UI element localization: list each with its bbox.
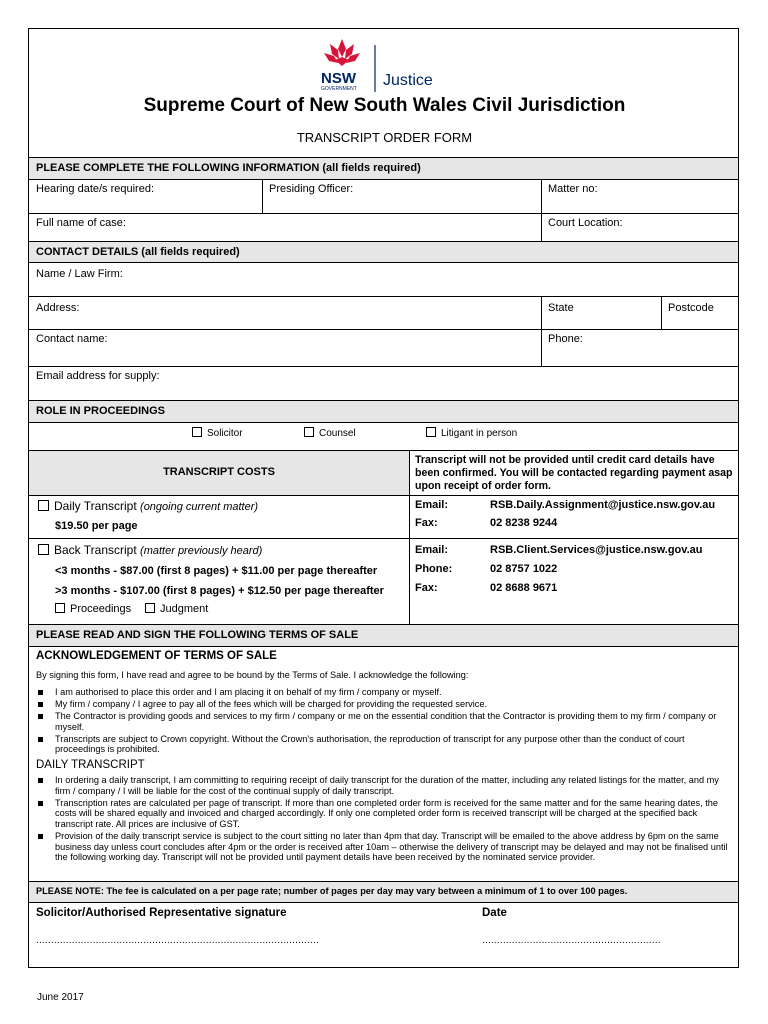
signature-line[interactable]: ............................................................................................... [36,935,319,946]
back-price-over-3-months: >3 months - $107.00 (first 8 pages) + $12.50 per page thereafter [55,585,384,597]
state-field[interactable]: State [548,302,574,314]
terms-header: PLEASE READ AND SIGN THE FOLLOWING TERMS OF SALE [36,629,359,641]
credit-card-notice: Transcript will not be provided until credit card details have been confirmed. You will be contacted regarding payment asap upon receipt of order form. [415,454,733,492]
proceedings-option[interactable]: Proceedings [55,603,131,615]
date-line[interactable]: ............................................................ [482,935,661,946]
litigant-label: Litigant in person [441,428,518,439]
back-email-link[interactable]: RSB.Client.Services@justice.nsw.gov.au [490,544,703,556]
back-transcript-checkbox[interactable] [38,544,49,555]
litigant-checkbox[interactable] [426,427,436,437]
terms-item: The Contractor is providing goods and services to my firm / company or me on the essential condition that the Contractor is providing them to my firm / company or myself. [36,711,731,732]
back-fax-value: 02 8688 9671 [490,582,558,594]
back-phone-value: 02 8757 1022 [490,563,558,575]
daily-transcript-checkbox[interactable] [38,500,49,511]
solicitor-checkbox[interactable] [192,427,202,437]
back-fax-label: Fax: [415,582,438,594]
matter-no-field[interactable]: Matter no: [548,183,598,195]
daily-fax-value: 02 8238 9244 [490,517,558,529]
court-location-field[interactable]: Court Location: [548,217,623,229]
name-firm-field[interactable]: Name / Law Firm: [36,268,123,280]
terms-item: I am authorised to place this order and I am placing it on behalf of my firm / company or myself. [36,687,731,698]
postcode-field[interactable]: Postcode [668,302,714,314]
judgment-checkbox[interactable] [145,603,155,613]
counsel-checkbox[interactable] [304,427,314,437]
section-contact-header: CONTACT DETAILS (all fields required) [36,246,240,258]
logo-nsw-text: NSW [321,70,356,87]
daily-terms-list [36,775,731,864]
daily-terms-item: Provision of the daily transcript service is subject to the court sitting no later than 4pm that day. Transcript will be emailed to the above address by 6pm on the same business day unless court concludes after 4pm or the order is received after 10am – otherwise the delivery of transcript may be delayed and may not be finalised until the following working day. Transcript will not be provided until payment details have been received by the nominated service provider. [36,831,731,863]
solicitor-label: Solicitor [207,428,243,439]
daily-terms-item: In ordering a daily transcript, I am committing to requiring receipt of daily transcript for the duration of the matter, including any related listings for the matter, and my firm / company / I will be liable for the cost of the continual supply of daily transcript. [36,775,731,796]
footer-date: June 2017 [37,992,84,1003]
role-solicitor-option[interactable] [192,427,243,439]
signature-label: Solicitor/Authorised Representative signature [36,907,287,919]
address-field[interactable]: Address: [36,302,80,314]
contact-name-field[interactable]: Contact name: [36,333,108,345]
hearing-dates-field[interactable]: Hearing date/s required: [36,183,155,195]
daily-email-label: Email: [415,499,449,511]
page-subtitle: TRANSCRIPT ORDER FORM [296,130,473,145]
daily-terms-item: Transcription rates are calculated per page of transcript. If more than one completed order form is received for the same matter and for the same hearing dates, the costs will be shared equally and invoiced and charged accordingly. If only one completed order form is received transcript will be charged at the specified back transcript rate. All prices are inclusive of GST. [36,798,731,830]
presiding-officer-field[interactable]: Presiding Officer: [269,183,354,195]
phone-field[interactable]: Phone: [548,333,583,345]
terms-list [36,687,731,757]
daily-transcript-terms-title: DAILY TRANSCRIPT [36,759,145,771]
logo-government-text: GOVERNMENT [321,86,357,92]
nsw-government-logo [319,35,449,93]
daily-price: $19.50 per page [55,520,138,532]
section-info-header: PLEASE COMPLETE THE FOLLOWING INFORMATION (all fields required) [36,162,421,174]
terms-intro: By signing this form, I have read and agree to be bound by the Terms of Sale. I acknowledge the following: [36,670,469,680]
page-title: Supreme Court of New South Wales Civil Jurisdiction [143,95,626,116]
back-phone-label: Phone: [415,563,453,575]
date-label: Date [482,907,507,919]
role-litigant-option[interactable] [426,427,517,439]
back-email-label: Email: [415,544,449,556]
logo-justice-text: Justice [383,72,433,89]
proceedings-checkbox[interactable] [55,603,65,613]
daily-email-link[interactable]: RSB.Daily.Assignment@justice.nsw.gov.au [490,499,716,511]
daily-transcript-option[interactable]: Daily Transcript (ongoing current matter) [38,499,258,513]
case-name-field[interactable]: Full name of case: [36,217,126,229]
counsel-label: Counsel [319,428,356,439]
role-counsel-option[interactable] [304,427,356,439]
acknowledgement-title: ACKNOWLEDGEMENT OF TERMS OF SALE [36,650,277,662]
transcript-costs-header: TRANSCRIPT COSTS [163,466,275,478]
section-role-header: ROLE IN PROCEEDINGS [36,405,165,417]
judgment-option[interactable]: Judgment [145,603,208,615]
back-price-under-3-months: <3 months - $87.00 (first 8 pages) + $11.00 per page thereafter [55,565,378,577]
form-frame [28,28,739,968]
terms-item: My firm / company / I agree to pay all of the fees which will be charged for providing the requested service. [36,699,731,710]
back-transcript-option[interactable]: Back Transcript (matter previously heard) [38,543,262,557]
email-supply-field[interactable]: Email address for supply: [36,370,160,382]
fee-note: PLEASE NOTE: The fee is calculated on a per page rate; number of pages per day may vary between a minimum of 1 to over 100 pages. [36,886,628,896]
daily-fax-label: Fax: [415,517,438,529]
terms-item: Transcripts are subject to Crown copyright. Without the Crown's authorisation, the reproduction of transcript for any purpose other than the conduct of court proceedings is prohibited. [36,734,731,755]
